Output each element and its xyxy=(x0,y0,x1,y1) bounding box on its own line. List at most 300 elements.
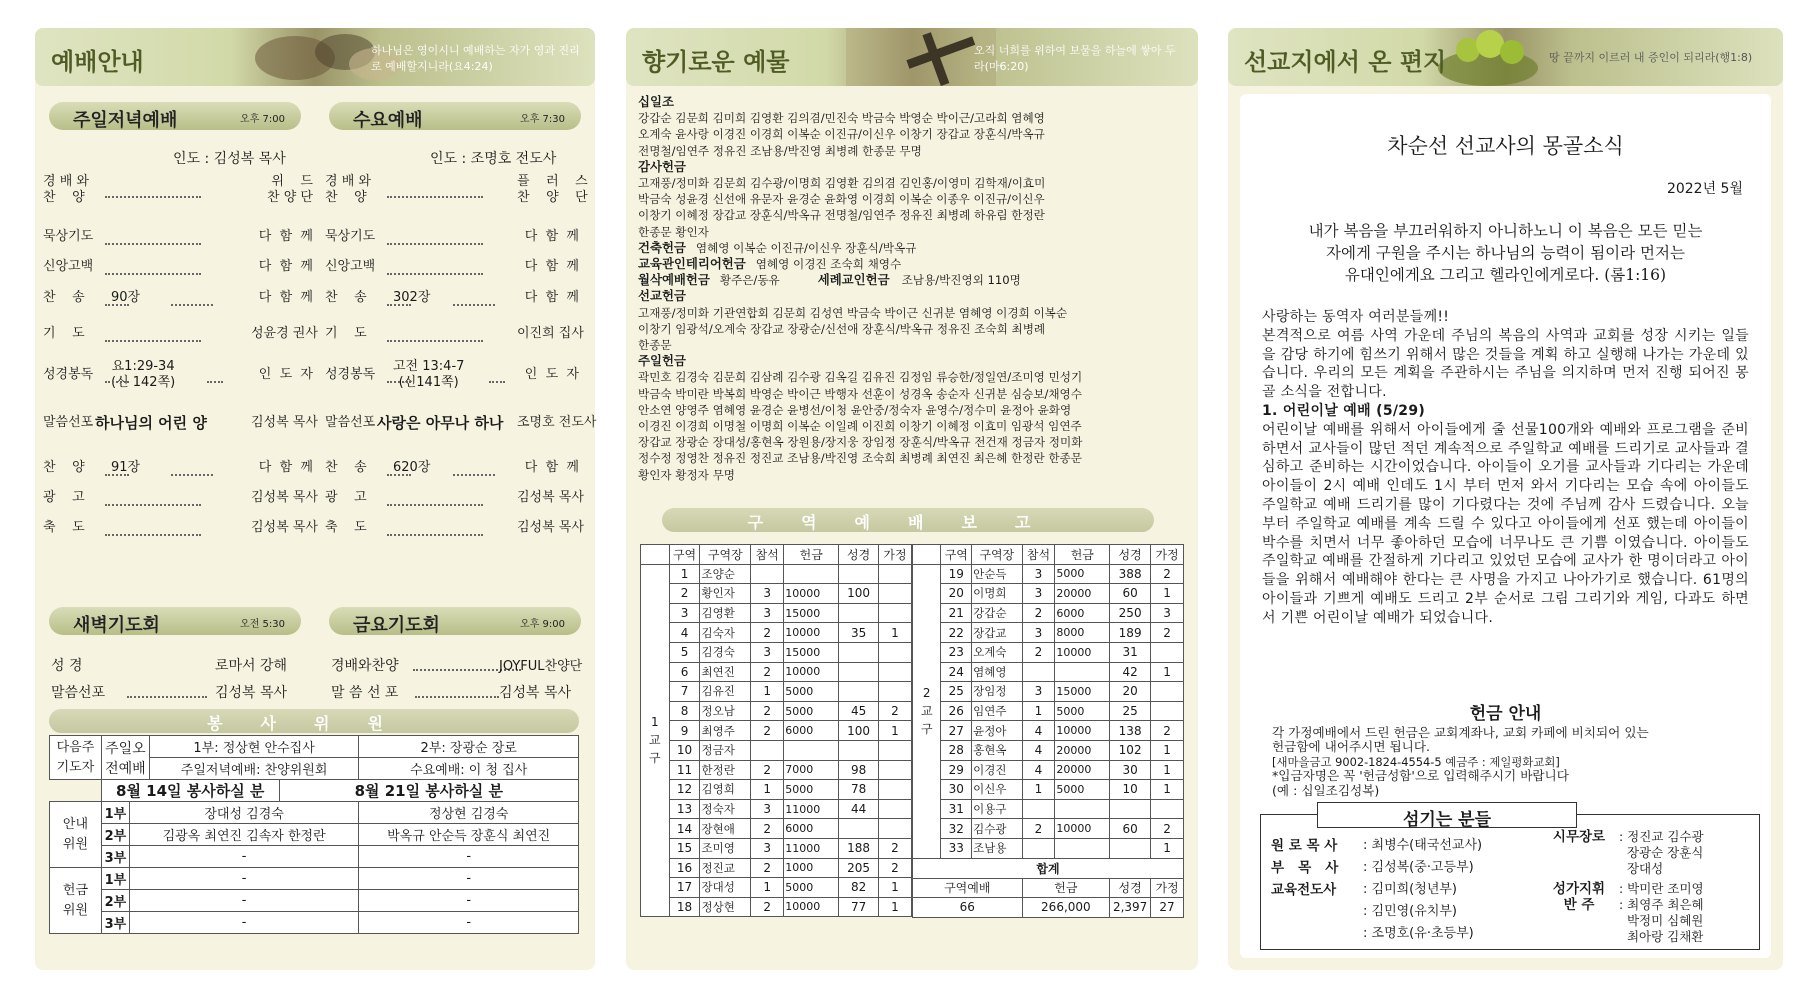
report-header-cell: 구역 xyxy=(941,545,972,565)
order-detail: 620장 xyxy=(393,460,431,475)
order-label: 기 도 xyxy=(325,326,367,341)
report-cell: 18 xyxy=(669,897,700,917)
report-cell: 1 xyxy=(1022,701,1055,721)
report-row xyxy=(913,662,1184,682)
report-cell: 82 xyxy=(839,878,879,898)
report-cell: 3 xyxy=(751,799,784,819)
report-cell: 77 xyxy=(839,897,879,917)
report-cell xyxy=(1022,799,1055,819)
staff-role: 부 목 사 xyxy=(1271,860,1339,876)
dawn-row2-value: 김성복 목사 xyxy=(215,685,288,701)
order-person: 다 함 께 xyxy=(524,290,579,305)
report-row xyxy=(913,721,1184,741)
leader-dots xyxy=(105,243,201,245)
report-row xyxy=(641,642,912,662)
report-cell xyxy=(839,819,879,839)
report-cell xyxy=(878,682,911,702)
report-cell: 5000 xyxy=(784,878,839,898)
report-cell: 3 xyxy=(1022,564,1055,584)
report-leader: 임연주 xyxy=(972,701,1022,721)
letter-card xyxy=(1240,94,1771,958)
friday-prayer-time: 오후 9:00 xyxy=(520,619,565,630)
report-cell: 1 xyxy=(1151,780,1184,800)
report-cell: 9 xyxy=(669,721,700,741)
order-label: 성경봉독 xyxy=(43,367,94,382)
report-row xyxy=(641,623,912,643)
leader-dots xyxy=(171,474,213,476)
report-cell xyxy=(878,819,911,839)
service-aug14-names: 김광옥 최연진 김속자 한정란 xyxy=(129,824,359,846)
report-cell: 31 xyxy=(941,799,972,819)
report-cell: 23 xyxy=(941,642,972,662)
report-leader: 정진교 xyxy=(700,858,751,878)
order-person: 이진희 집사 xyxy=(517,326,584,341)
report-row xyxy=(913,799,1184,819)
order-person: 인 도 자 xyxy=(524,367,579,382)
service-aug21-names: - xyxy=(359,846,579,868)
service-aug14-names: - xyxy=(129,846,359,868)
report-cell: 205 xyxy=(839,858,879,878)
report-cell: 2 xyxy=(669,584,700,604)
report-cell: 388 xyxy=(1110,564,1151,584)
report-cell xyxy=(1151,799,1184,819)
report-cell: 28 xyxy=(941,740,972,760)
staff-box xyxy=(1260,810,1760,950)
report-group-corner xyxy=(913,545,941,565)
order-person: 김성복 목사 xyxy=(251,415,318,430)
offering-heading: 세례교인헌금 xyxy=(817,272,890,288)
report-cell: 5000 xyxy=(1055,780,1110,800)
report-leader: 윤정아 xyxy=(972,721,1022,741)
offering-guide-line1: 각 가정예배에서 드린 헌금은 교회계좌나, 교회 카페에 비치되어 있는 xyxy=(1272,725,1649,740)
report-cell: 20 xyxy=(1110,682,1151,702)
offering-guide xyxy=(1272,726,1751,798)
report-cell: 1 xyxy=(878,878,911,898)
report-cell xyxy=(1022,662,1055,682)
report-cell: 78 xyxy=(839,780,879,800)
report-cell: 1 xyxy=(669,564,700,584)
report-leader: 김숙자 xyxy=(700,623,751,643)
total-value: 266,000 xyxy=(1022,898,1110,918)
letter-body xyxy=(1262,308,1749,628)
report-cell xyxy=(878,780,911,800)
leader-dots xyxy=(387,381,411,383)
offering-guide-line4: *입금자명은 꼭 '헌금성함'으로 입력해주시기 바랍니다 xyxy=(1272,768,1569,784)
report-cell: 2 xyxy=(878,701,911,721)
report-cell: 4 xyxy=(1022,760,1055,780)
service-wednesday: 수요예배: 이 청 집사 xyxy=(359,758,579,780)
report-cell: 21 xyxy=(941,603,972,623)
order-detail: 하나님의 어린 양 xyxy=(95,414,207,432)
wednesday-heading xyxy=(329,102,581,130)
report-leader: 장임정 xyxy=(972,682,1022,702)
offering-names: 조남용/박진영외 110명 xyxy=(901,273,1021,288)
staff-left-list xyxy=(1271,835,1531,945)
leader-dots xyxy=(105,196,201,198)
report-cell xyxy=(839,564,879,584)
mission-letter-panel xyxy=(1228,28,1783,970)
report-header-cell: 헌금 xyxy=(784,545,839,565)
report-cell xyxy=(1022,838,1055,858)
leader-dots xyxy=(387,534,483,536)
report-cell: 3 xyxy=(1022,623,1055,643)
report-cell: 1 xyxy=(751,682,784,702)
district-report-heading: 구역예배보고 xyxy=(662,508,1154,532)
report-leader: 김유진 xyxy=(700,682,751,702)
report-cell: 15000 xyxy=(784,642,839,662)
report-cell: 6 xyxy=(669,662,700,682)
service-part1: 1부: 정상현 안수집사 xyxy=(149,736,359,758)
report-cell: 11000 xyxy=(784,838,839,858)
report-cell xyxy=(1110,799,1151,819)
report-cell: 14 xyxy=(669,819,700,839)
worship-banner xyxy=(35,28,595,86)
report-cell: 3 xyxy=(751,584,784,604)
order-person: 다 함 께 xyxy=(524,259,579,274)
service-group-label: 헌금 위원 xyxy=(50,868,102,934)
report-cell: 8000 xyxy=(1055,623,1110,643)
offering-names: 강갑순 김문희 김미희 김영환 김의겸/민진숙 박금숙 박영순 박이근/고라희 염혜영 오계숙 윤사랑 이경진 이경희 이복순 이진규/이신우 이창기 장갑교 장훈식/박옥규 전명철/임연주 정유진 조남용/박진영 최병례 한종문 무명 xyxy=(638,111,1045,158)
order-label: 찬 송 xyxy=(325,460,367,475)
report-cell: 5000 xyxy=(784,701,839,721)
report-cell xyxy=(839,740,879,760)
report-cell xyxy=(784,740,839,760)
leader-dots xyxy=(105,340,201,342)
leader-dots xyxy=(453,474,495,476)
service-committee-table xyxy=(49,735,579,934)
order-detail: 요1:29-34 (신 142쪽) xyxy=(111,359,176,390)
report-cell: 31 xyxy=(1110,642,1151,662)
report-leader: 안순득 xyxy=(972,564,1022,584)
friday-row1-value: JOYFUL찬양단 xyxy=(499,659,583,674)
report-cell: 10000 xyxy=(784,897,839,917)
order-person: 조명호 전도사 xyxy=(517,415,597,430)
report-cell: 19 xyxy=(941,564,972,584)
letter-title: 차순선 선교사의 몽골소식 xyxy=(1387,134,1624,158)
total-header-cell: 헌금 xyxy=(1022,878,1110,898)
report-header-cell: 구역장 xyxy=(972,545,1022,565)
report-row xyxy=(641,878,912,898)
report-cell: 8 xyxy=(669,701,700,721)
report-cell: 11 xyxy=(669,760,700,780)
report-cell: 2 xyxy=(751,701,784,721)
order-label: 묵상기도 xyxy=(43,229,94,244)
report-leader: 김수광 xyxy=(972,819,1022,839)
report-cell: 2 xyxy=(1151,721,1184,741)
report-row xyxy=(641,662,912,682)
total-value: 66 xyxy=(913,898,1023,918)
report-cell xyxy=(878,642,911,662)
report-cell: 16 xyxy=(669,858,700,878)
report-row xyxy=(641,858,912,878)
report-cell: 102 xyxy=(1110,740,1151,760)
report-header-cell: 헌금 xyxy=(1055,545,1110,565)
report-cell: 2 xyxy=(1022,603,1055,623)
leader-dots xyxy=(453,304,495,306)
total-header-cell: 가정 xyxy=(1151,878,1184,898)
offering-guide-line5: (예 : 십일조김성복) xyxy=(1272,782,1380,798)
dawn-prayer-title: 새벽기도회 xyxy=(73,615,160,636)
report-cell: 10000 xyxy=(784,623,839,643)
total-header-cell: 성경 xyxy=(1110,878,1151,898)
offering-names: 염혜영 이경진 조숙희 채영수 xyxy=(755,257,902,272)
choir-names: : 박미란 조미영 : 최영주 최은혜 박정미 심혜원 최아랑 김채환 xyxy=(1619,881,1704,944)
report-cell: 35 xyxy=(839,623,879,643)
report-cell: 6000 xyxy=(1055,603,1110,623)
leader-dots xyxy=(105,534,201,536)
report-header-cell: 가정 xyxy=(878,545,911,565)
friday-row2-label: 말 씀 선 포 xyxy=(331,685,399,701)
elders-label: 시무장로 xyxy=(1552,829,1606,845)
report-row xyxy=(913,623,1184,643)
service-row xyxy=(50,912,579,934)
wednesday-leader: 인도 : 조명호 전도사 xyxy=(430,151,557,167)
report-cell: 1 xyxy=(1151,662,1184,682)
service-part: 3부 xyxy=(101,912,129,934)
report-row xyxy=(641,780,912,800)
report-cell: 15000 xyxy=(1055,682,1110,702)
offering-guide-title: 헌금 안내 xyxy=(1469,704,1542,724)
friday-prayer-title: 금요기도회 xyxy=(353,615,440,636)
report-cell: 1 xyxy=(1151,838,1184,858)
sunday-leader: 인도 : 김성복 목사 xyxy=(173,151,286,167)
report-cell xyxy=(839,662,879,682)
report-cell: 3 xyxy=(1022,682,1055,702)
staff-role: 원 로 목 사 xyxy=(1271,838,1338,854)
report-cell xyxy=(1151,701,1184,721)
offering-inline-row xyxy=(638,272,1188,288)
report-cell: 2 xyxy=(751,858,784,878)
service-sunday-evening: 주일저녁예배: 찬양위원회 xyxy=(149,758,359,780)
report-cell: 10000 xyxy=(1055,642,1110,662)
total-label: 합계 xyxy=(913,858,1184,878)
sunday-evening-heading xyxy=(49,102,301,130)
report-leader: 황인자 xyxy=(700,584,751,604)
dawn-prayer-time: 오전 5:30 xyxy=(240,619,285,630)
report-cell xyxy=(839,682,879,702)
report-row xyxy=(641,760,912,780)
offering-names: 곽민호 김경숙 김문희 김삼례 김수광 김옥길 김유진 김정임 류승한/정일연/조미영 민성기 박금숙 박미란 박복희 박영순 박이근 박행자 선훈이 성경옥 송순자 신귀분 심승보/채영수 안소연 양영주 염혜영 윤경순 윤병선/이청 윤안중/정숙자 윤영수/정수미 윤정아 윤화영 이경진 이경희 이명철 이명희 이복순 이일례 이진희 이창기 이혜정 이효미 임광석 임연주 장갑교 장광순 장대성/홍현옥 장원용/장지웅 장임정 장훈식/박옥규 전건재 정금자 정미화 정수정 정영찬 정유진 정진교 조남용/박진영 조숙희 최병례 최연진 최은혜 한정란 한종문 황인자 황정자 무명 xyxy=(638,370,1083,482)
report-leader: 장갑교 xyxy=(972,623,1022,643)
report-cell: 13 xyxy=(669,799,700,819)
report-cell: 1 xyxy=(1151,760,1184,780)
order-label: 신앙고백 xyxy=(43,259,94,274)
order-label: 광 고 xyxy=(43,490,85,505)
staff-row xyxy=(1271,901,1531,923)
report-leader: 김영희 xyxy=(700,780,751,800)
report-cell: 30 xyxy=(941,780,972,800)
service-aug14-names: - xyxy=(129,912,359,934)
order-person: 성윤경 권사 xyxy=(251,326,318,341)
order-label: 광 고 xyxy=(325,490,367,505)
service-part2: 2부: 장광순 장로 xyxy=(359,736,579,758)
report-row xyxy=(913,760,1184,780)
service-group-label: 안내 위원 xyxy=(50,802,102,868)
report-cell xyxy=(878,760,911,780)
report-header-cell: 참석 xyxy=(1022,545,1055,565)
offering-inline-row xyxy=(638,240,1188,256)
dawn-row1-label: 성 경 xyxy=(51,658,83,674)
friday-prayer-heading xyxy=(329,607,581,635)
order-detail: 90장 xyxy=(111,290,141,305)
staff-role: 교육전도사 xyxy=(1271,882,1337,898)
report-cell: 25 xyxy=(941,682,972,702)
report-cell: 5000 xyxy=(1055,564,1110,584)
report-cell: 2 xyxy=(751,721,784,741)
report-cell: 15000 xyxy=(784,603,839,623)
offering-inline-row xyxy=(638,256,1188,272)
staff-right-list xyxy=(1539,829,1754,945)
order-detail: 고전 13:4-7 (신141쪽) xyxy=(393,359,465,390)
report-cell: 27 xyxy=(941,721,972,741)
leader-dots xyxy=(489,381,505,383)
order-person: 김성복 목사 xyxy=(517,490,584,505)
report-cell: 20 xyxy=(941,584,972,604)
report-cell: 6000 xyxy=(784,819,839,839)
report-cell: 20000 xyxy=(1055,760,1110,780)
leader-dots xyxy=(105,304,129,306)
friday-row1-label: 경배와찬양 xyxy=(331,658,399,674)
aug21-heading: 8월 21일 봉사하실 분 xyxy=(279,780,578,802)
report-leader: 정금자 xyxy=(700,740,751,760)
report-cell: 2 xyxy=(1022,642,1055,662)
report-cell: 250 xyxy=(1110,603,1151,623)
leader-dots xyxy=(105,504,201,506)
order-person: 다 함 께 xyxy=(524,460,579,475)
report-cell: 3 xyxy=(1022,584,1055,604)
offerings-banner xyxy=(626,28,1198,86)
order-person: 다 함 께 xyxy=(258,259,313,274)
service-aug21-names: 박옥규 안순득 장훈식 최연진 xyxy=(359,824,579,846)
order-person: 김성복 목사 xyxy=(251,490,318,505)
report-leader: 오계숙 xyxy=(972,642,1022,662)
report-cell: 60 xyxy=(1110,819,1151,839)
report-cell: 5000 xyxy=(784,682,839,702)
report-leader: 김영환 xyxy=(700,603,751,623)
service-aug21-names: - xyxy=(359,890,579,912)
report-cell: 2 xyxy=(751,623,784,643)
report-cell: 5000 xyxy=(1055,701,1110,721)
order-label: 말씀선포 xyxy=(43,415,94,430)
report-row xyxy=(913,584,1184,604)
leader-dots xyxy=(207,381,223,383)
offering-names: 고재풍/정미화 기관연합회 김문희 김성연 박금숙 박이근 신귀분 염혜영 이경희 이복순 이창기 임광석/오계숙 장갑교 장광순/신선애 장훈식/박옥규 정유진 조숙희 최병례 한종문 xyxy=(638,305,1068,353)
report-cell xyxy=(1055,799,1110,819)
staff-name: : 조명호(유·초등부) xyxy=(1363,926,1474,941)
report-row xyxy=(913,740,1184,760)
report-cell: 3 xyxy=(1151,603,1184,623)
wednesday-title: 수요예배 xyxy=(353,110,423,131)
order-label: 말씀선포 xyxy=(325,415,376,430)
service-aug21-names: - xyxy=(359,868,579,890)
sunday-evening-time: 오후 7:00 xyxy=(240,114,285,125)
report-header-cell: 가정 xyxy=(1151,545,1184,565)
staff-name: : 최병수(태국선교사) xyxy=(1363,838,1483,853)
leader-dots xyxy=(105,273,201,275)
report-cell: 3 xyxy=(669,603,700,623)
report-cell: 22 xyxy=(941,623,972,643)
leader-dots xyxy=(387,196,483,198)
leader-dots xyxy=(387,504,483,506)
leader-dots xyxy=(105,474,129,476)
offering-heading: 감사헌금 xyxy=(638,158,686,174)
report-cell xyxy=(878,799,911,819)
report-leader: 최연진 xyxy=(700,662,751,682)
banner-title: 향기로운 예물 xyxy=(642,47,790,76)
report-cell: 1000 xyxy=(784,858,839,878)
report-row xyxy=(913,780,1184,800)
banner-verse: 하나님은 영이시니 예배하는 자가 영과 진리로 예배할지니라(요4:24) xyxy=(371,44,580,73)
report-leader: 장대성 xyxy=(700,878,751,898)
offering-list xyxy=(638,94,1188,483)
offering-heading: 주일헌금 xyxy=(638,353,686,369)
elders-names: : 정진교 김수광 장광순 장훈식 장대성 xyxy=(1619,829,1704,876)
report-cell xyxy=(878,662,911,682)
service-part: 1부 xyxy=(101,868,129,890)
report-cell: 100 xyxy=(839,584,879,604)
leader-dots xyxy=(105,381,129,383)
report-row xyxy=(641,740,912,760)
report-cell: 100 xyxy=(839,721,879,741)
offering-heading: 월삭예배헌금 xyxy=(638,272,710,288)
report-cell: 29 xyxy=(941,760,972,780)
service-part: 1부 xyxy=(101,802,129,824)
service-aug21-names: 정상현 김경숙 xyxy=(359,802,579,824)
report-cell: 10 xyxy=(669,740,700,760)
report-cell: 2 xyxy=(1151,564,1184,584)
offering-names: 염혜영 이복순 이진규/이신우 장훈식/박옥규 xyxy=(695,240,917,255)
report-cell: 4 xyxy=(1022,721,1055,741)
report-cell: 2 xyxy=(751,760,784,780)
letter-paragraph-1: 본격적으로 여름 사역 가운데 주님의 복음의 사역과 교회를 성장 시키는 일들을 감당 하기에 힘쓰기 위해서 많은 것들을 계획 하고 실행해 나가는 가운데 있습니다. 우리의 모든 계획을 주관하시는 주님을 의지하며 먼저 진행 되어진 몽골 소식을 전합니다. xyxy=(1262,327,1749,401)
service-row xyxy=(50,868,579,890)
report-cell xyxy=(1055,662,1110,682)
order-person: 위 드 찬 양 단 xyxy=(267,174,313,205)
report-cell: 24 xyxy=(941,662,972,682)
report-cell xyxy=(878,603,911,623)
service-committee-heading: 봉사위원 xyxy=(49,709,579,733)
order-label: 찬 송 xyxy=(43,290,85,305)
offering-heading: 건축헌금 xyxy=(638,239,686,255)
report-leader: 이명희 xyxy=(972,584,1022,604)
service-aug21-names: - xyxy=(359,912,579,934)
order-person: 다 함 께 xyxy=(258,290,313,305)
report-cell: 1 xyxy=(1022,780,1055,800)
report-cell: 10000 xyxy=(1055,721,1110,741)
next-week-prayer-label: 다음주 기도자 xyxy=(50,736,102,780)
report-cell: 5 xyxy=(669,642,700,662)
report-leader: 조남용 xyxy=(972,838,1022,858)
report-leader: 이용구 xyxy=(972,799,1022,819)
order-person: 김성복 목사 xyxy=(251,520,318,535)
offering-names: 고재풍/정미화 김문희 김수광/이명희 김영환 김의겸 김인홍/이영미 김학재/이효미 박금숙 성윤경 신선애 유문자 윤경순 윤화영 이경희 이복순 이종우 이진규/이신우 이창기 이혜정 장갑교 장훈식/박옥규 전명철/임연주 정유진 최병례 하유림 한정란 한종문 황인자 xyxy=(638,176,1046,239)
report-leader: 정오남 xyxy=(700,701,751,721)
service-row xyxy=(50,890,579,912)
report-cell: 33 xyxy=(941,838,972,858)
report-cell xyxy=(878,584,911,604)
report-cell: 60 xyxy=(1110,584,1151,604)
order-person: 플 러 스 찬 양 단 xyxy=(517,174,588,205)
report-cell: 10000 xyxy=(1055,819,1110,839)
report-row xyxy=(641,897,912,917)
order-label: 찬 양 xyxy=(43,460,85,475)
banner-verse: 오직 너희를 위하여 보물을 하늘에 쌓아 두라(마6:20) xyxy=(974,44,1176,73)
order-detail: 사랑은 아무나 하나 xyxy=(377,414,504,432)
leader-dots xyxy=(387,273,483,275)
report-cell: 42 xyxy=(1110,662,1151,682)
report-cell: 7000 xyxy=(784,760,839,780)
report-cell: 17 xyxy=(669,878,700,898)
